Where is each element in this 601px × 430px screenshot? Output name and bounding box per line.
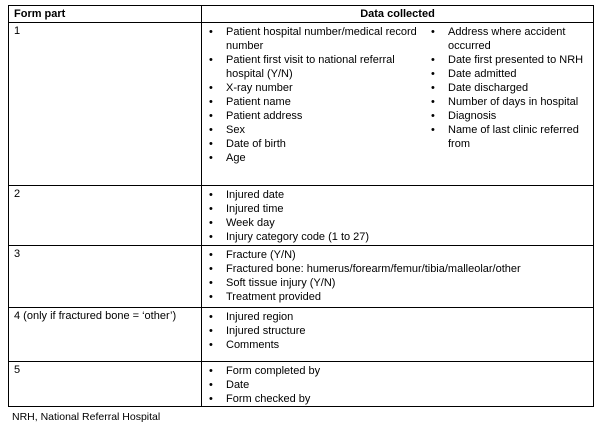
bullet-icon: • bbox=[209, 365, 213, 377]
bullet-icon: • bbox=[431, 96, 435, 108]
list-item-text: Patient address bbox=[226, 110, 303, 122]
list-item-text: Form checked by bbox=[226, 393, 311, 405]
bullet-icon: • bbox=[209, 110, 213, 122]
data-collected-list bbox=[202, 248, 593, 304]
list-item-text: Injured date bbox=[226, 189, 285, 201]
list-item-text: Sex bbox=[226, 124, 245, 136]
list-item bbox=[202, 137, 424, 151]
bullet-icon: • bbox=[209, 26, 213, 38]
bullet-icon: • bbox=[209, 325, 213, 337]
list-item bbox=[424, 95, 593, 109]
table-row bbox=[9, 362, 594, 407]
list-item-text: Injured region bbox=[226, 311, 294, 323]
list-item bbox=[202, 392, 593, 406]
bullet-icon: • bbox=[209, 82, 213, 94]
table-row bbox=[9, 186, 594, 246]
bullet-icon: • bbox=[431, 54, 435, 66]
list-item-text: Name of last clinic referred from bbox=[448, 124, 579, 150]
table-row bbox=[9, 246, 594, 308]
list-item-text: Date bbox=[226, 379, 250, 391]
data-collected-cell bbox=[202, 23, 594, 186]
list-item-text: Injured time bbox=[226, 203, 284, 215]
bullet-icon: • bbox=[209, 124, 213, 136]
bullet-icon: • bbox=[431, 68, 435, 80]
data-collected-list-right bbox=[424, 25, 593, 151]
bullet-icon: • bbox=[209, 217, 213, 229]
bullet-icon: • bbox=[209, 96, 213, 108]
list-item-text: Age bbox=[226, 152, 246, 164]
data-collected-cell bbox=[202, 186, 594, 246]
bullet-icon: • bbox=[209, 311, 213, 323]
list-item bbox=[424, 123, 593, 151]
table-row bbox=[9, 308, 594, 362]
list-item-text: Injured structure bbox=[226, 325, 306, 337]
list-item-text: Date first presented to NRH bbox=[448, 54, 584, 66]
list-item bbox=[202, 95, 424, 109]
list-item bbox=[202, 262, 593, 276]
data-collected-list bbox=[202, 188, 593, 244]
list-item bbox=[202, 290, 593, 304]
list-item bbox=[424, 53, 593, 67]
list-item-text: X-ray number bbox=[226, 82, 293, 94]
form-part-cell: 2 bbox=[9, 186, 202, 246]
bullet-icon: • bbox=[431, 124, 435, 136]
list-item bbox=[202, 364, 593, 378]
list-item-text: Date discharged bbox=[448, 82, 529, 94]
list-item-text: Fracture (Y/N) bbox=[226, 249, 296, 261]
list-item-text: Patient name bbox=[226, 96, 291, 108]
list-item-text: Injury category code (1 to 27) bbox=[226, 231, 370, 243]
bullet-icon: • bbox=[209, 189, 213, 201]
list-item-text: Soft tissue injury (Y/N) bbox=[226, 277, 336, 289]
list-item bbox=[424, 81, 593, 95]
column-header-data-collected: Data collected bbox=[202, 6, 594, 23]
bullet-icon: • bbox=[209, 203, 213, 215]
list-item bbox=[202, 216, 593, 230]
list-item bbox=[202, 338, 593, 352]
list-item-text: Address where accident occurred bbox=[448, 26, 566, 52]
form-part-cell: 3 bbox=[9, 246, 202, 308]
list-item-text: Number of days in hospital bbox=[448, 96, 579, 108]
list-item-text: Patient first visit to national referral hospital (Y/N) bbox=[226, 54, 395, 80]
data-collected-cell bbox=[202, 362, 594, 407]
bullet-icon: • bbox=[209, 152, 213, 164]
list-item bbox=[202, 123, 424, 137]
bullet-icon: • bbox=[209, 231, 213, 243]
list-item-text: Week day bbox=[226, 217, 275, 229]
list-item bbox=[202, 53, 424, 81]
table-footnote: NRH, National Referral Hospital bbox=[12, 411, 161, 423]
data-collected-list-left bbox=[202, 25, 424, 165]
list-item-text: Date of birth bbox=[226, 138, 286, 150]
list-item bbox=[424, 25, 593, 53]
list-item-text: Fractured bone: humerus/forearm/femur/tibia/malleolar/other bbox=[226, 263, 521, 275]
list-item-text: Comments bbox=[226, 339, 280, 351]
data-collected-list bbox=[202, 364, 593, 406]
list-item-text: Treatment provided bbox=[226, 291, 321, 303]
bullet-icon: • bbox=[209, 138, 213, 150]
form-part-cell: 1 bbox=[9, 23, 202, 186]
table-header-row bbox=[9, 6, 594, 23]
list-item bbox=[202, 310, 593, 324]
bullet-icon: • bbox=[431, 82, 435, 94]
list-item bbox=[202, 324, 593, 338]
list-item bbox=[202, 109, 424, 123]
bullet-icon: • bbox=[431, 26, 435, 38]
bullet-icon: • bbox=[209, 393, 213, 405]
list-item bbox=[202, 81, 424, 95]
list-item-text: Form completed by bbox=[226, 365, 321, 377]
list-item bbox=[202, 276, 593, 290]
list-item bbox=[202, 25, 424, 53]
list-item-text: Patient hospital number/medical record number bbox=[226, 26, 417, 52]
list-item bbox=[424, 67, 593, 81]
table-row bbox=[9, 23, 594, 186]
form-part-cell: 4 (only if fractured bone = ‘other’) bbox=[9, 308, 202, 362]
list-item-text: Date admitted bbox=[448, 68, 517, 80]
form-part-cell: 5 bbox=[9, 362, 202, 407]
list-item bbox=[202, 202, 593, 216]
two-column-list bbox=[202, 25, 593, 165]
list-item-text: Diagnosis bbox=[448, 110, 497, 122]
list-item bbox=[202, 378, 593, 392]
form-data-table-container bbox=[8, 5, 594, 407]
bullet-icon: • bbox=[209, 291, 213, 303]
data-collected-list bbox=[202, 310, 593, 352]
bullet-icon: • bbox=[209, 379, 213, 391]
bullet-icon: • bbox=[209, 277, 213, 289]
bullet-icon: • bbox=[209, 249, 213, 261]
list-item bbox=[202, 151, 424, 165]
bullet-icon: • bbox=[209, 263, 213, 275]
list-item bbox=[202, 188, 593, 202]
list-item bbox=[202, 248, 593, 262]
list-item bbox=[202, 230, 593, 244]
bullet-icon: • bbox=[431, 110, 435, 122]
data-collected-cell bbox=[202, 308, 594, 362]
list-item bbox=[424, 109, 593, 123]
form-data-table bbox=[8, 5, 594, 407]
bullet-icon: • bbox=[209, 339, 213, 351]
data-collected-cell bbox=[202, 246, 594, 308]
column-header-form-part: Form part bbox=[9, 6, 202, 23]
bullet-icon: • bbox=[209, 54, 213, 66]
